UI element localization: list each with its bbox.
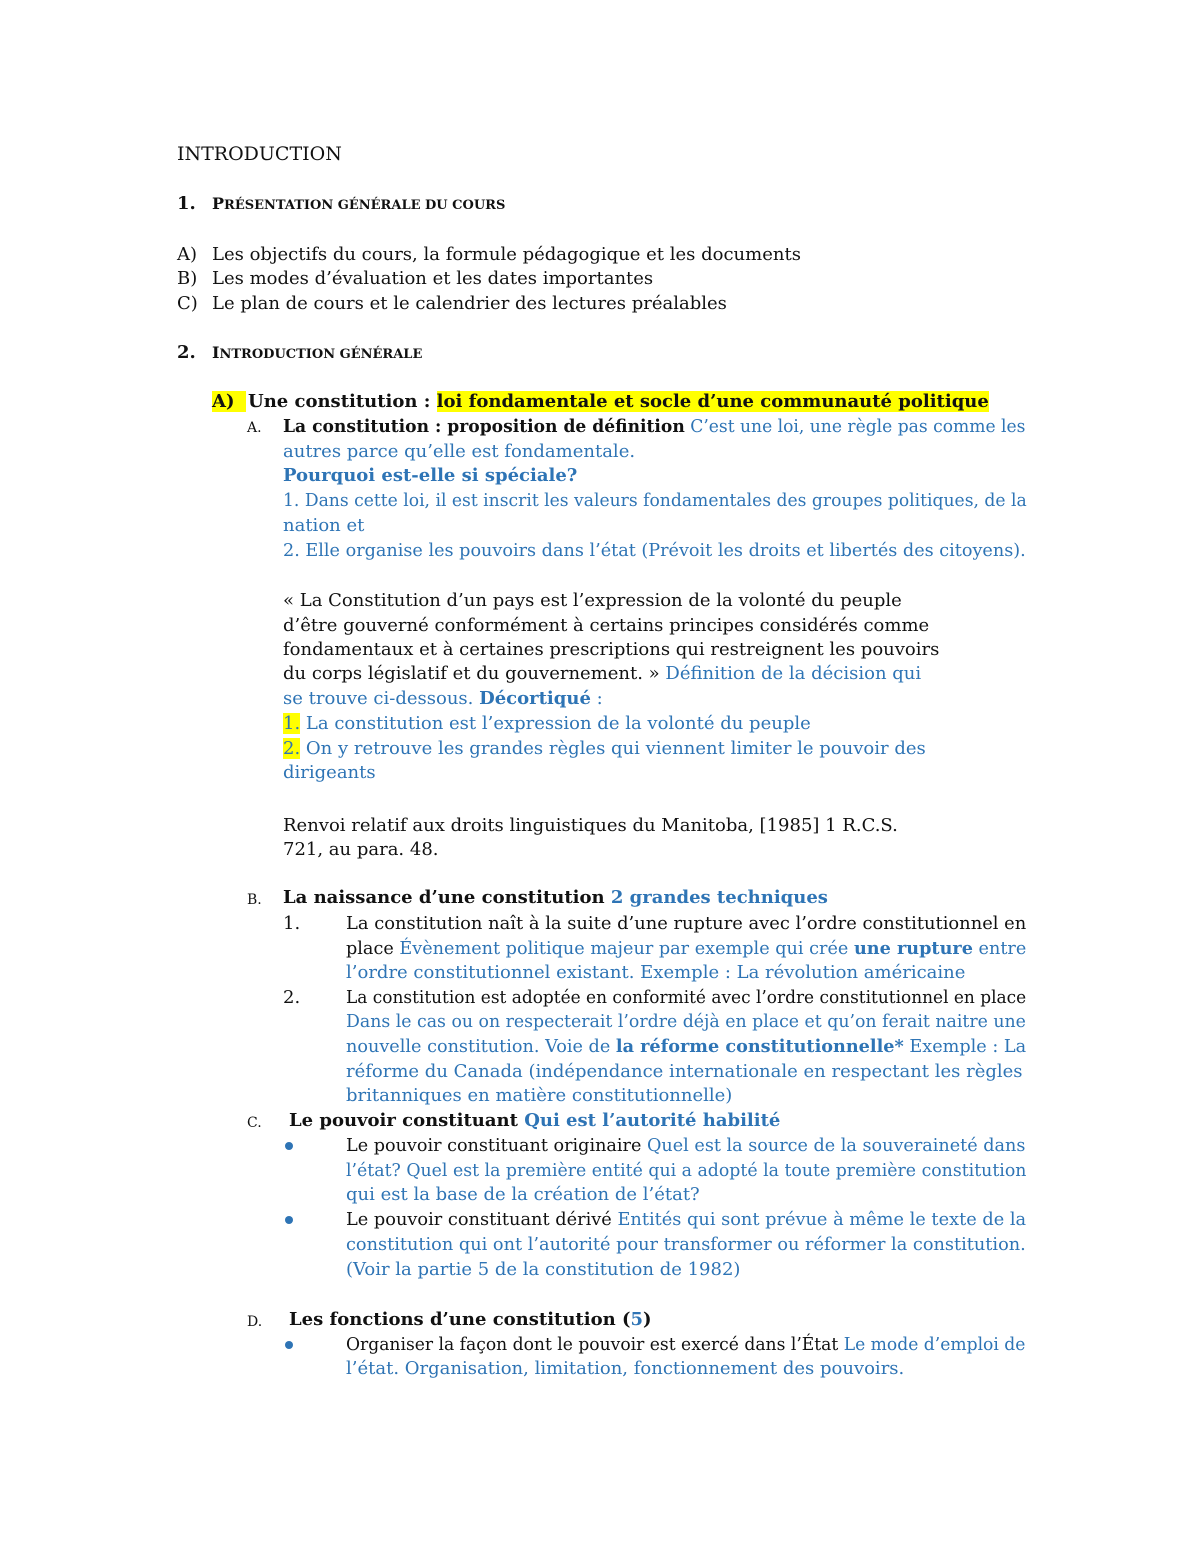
note-line: 1. Dans cette loi, il est inscrit les valeurs fondamentales des groupes politiques, de la (283, 490, 1027, 511)
bullet-icon (285, 1341, 293, 1349)
reference-line: 721, au para. 48. (283, 839, 439, 860)
list-item: A) (177, 244, 198, 265)
item-letter: D. (247, 1314, 263, 1330)
bullet-text: Le pouvoir constituant originaire Quel est la source de la souveraineté dans (346, 1135, 1026, 1156)
list-item-text: place Évènement politique majeur par exemple qui crée une rupture entre (346, 938, 1027, 959)
list-item-text: La constitution naît à la suite d’une rupture avec l’ordre constitutionnel en (346, 913, 1027, 934)
section-2-number: 2. (177, 342, 196, 363)
section-1-initial: P (212, 194, 225, 213)
bullet-text: (Voir la partie 5 de la constitution de 1982) (346, 1259, 741, 1280)
list-item-text: britanniques en matière constitutionnelle) (346, 1085, 733, 1106)
list-item-text: Dans le cas ou on respecterait l’ordre déjà en place et qu’on ferait naitre une (346, 1011, 1026, 1032)
note-line: nation et (283, 515, 365, 536)
list-item-text: Le plan de cours et le calendrier des lectures préalables (212, 293, 727, 314)
reference-line: Renvoi relatif aux droits linguistiques du Manitoba, [1985] 1 R.C.S. (283, 815, 898, 836)
item-letter: B. (247, 892, 262, 908)
bullet-text: l’état? Quel est la première entité qui a adopté la toute première constitution (346, 1160, 1027, 1181)
subsection-a-title: Une constitution : (248, 391, 437, 412)
bullet-text: qui est la base de la création de l’état? (346, 1184, 700, 1205)
list-item-text: Les modes d’évaluation et les dates importantes (212, 268, 654, 289)
bullet-text: Le pouvoir constituant dérivé Entités qui sont prévue à même le texte de la (346, 1209, 1027, 1230)
decomposed-point: 2. On y retrouve les grandes règles qui viennent limiter le pouvoir des (283, 738, 926, 759)
definition-line: La constitution : proposition de définition C’est une loi, une règle pas comme les (283, 416, 1026, 437)
subsection-heading: Le pouvoir constituant Qui est l’autorité habilité (289, 1110, 781, 1131)
item-letter: A. (247, 420, 262, 436)
subsection-heading: Les fonctions d’une constitution (5) (289, 1309, 652, 1330)
quote-line: « La Constitution d’un pays est l’expression de la volonté du peuple (283, 590, 902, 611)
list-item-text: Les objectifs du cours, la formule pédagogique et les documents (212, 244, 801, 265)
subsection-a-heading (212, 390, 989, 414)
list-item: C) (177, 293, 198, 314)
question-heading: Pourquoi est-elle si spéciale? (283, 465, 578, 486)
subsection-a-highlight: loi fondamentale et socle d’une communauté politique (436, 391, 989, 412)
list-item: B) (177, 268, 198, 289)
section-1-number: 1. (177, 193, 196, 214)
list-item-text: nouvelle constitution. Voie de la réforme constitutionnelle* Exemple : La (346, 1036, 1027, 1057)
quote-line: du corps législatif et du gouvernement. » Définition de la décision qui (283, 663, 922, 684)
list-item-text: La constitution est adoptée en conformité avec l’ordre constitutionnel en place (346, 987, 1027, 1008)
section-2-heading (177, 341, 423, 365)
section-1-title: RÉSENTATION GÉNÉRALE DU COURS (224, 198, 506, 213)
quote-line: d’être gouverné conformément à certains principes considérés comme (283, 615, 930, 636)
bullet-icon (285, 1142, 293, 1150)
quote-line: fondamentaux et à certaines prescriptions qui restreignent les pouvoirs (283, 639, 940, 660)
quote-line: se trouve ci-dessous. Décortiqué : (283, 688, 603, 709)
section-2-title: NTRODUCTION GÉNÉRALE (219, 347, 423, 362)
section-1-heading (177, 192, 506, 216)
list-number: 1. (283, 913, 301, 934)
list-item-text: l’ordre constitutionnel existant. Exemple : La révolution américaine (346, 962, 966, 983)
doc-title: INTRODUCTION (177, 143, 342, 165)
list-item-text: réforme du Canada (indépendance internationale en respectant les règles (346, 1061, 1023, 1082)
section-2-initial: I (212, 343, 220, 362)
decomposed-point: 1. La constitution est l’expression de la volonté du peuple (283, 713, 811, 734)
bullet-text: constitution qui ont l’autorité pour transformer ou réformer la constitution. (346, 1234, 1026, 1255)
item-letter: C. (247, 1115, 262, 1131)
bullet-icon (285, 1216, 293, 1224)
subsection-a-letter: A) (212, 391, 246, 412)
definition-note: autres parce qu’elle est fondamentale. (283, 441, 636, 462)
note-line: 2. Elle organise les pouvoirs dans l’état (Prévoit les droits et libertés des citoyens). (283, 540, 1026, 561)
bullet-text: Organiser la façon dont le pouvoir est exercé dans l’État Le mode d’emploi de (346, 1334, 1026, 1355)
bullet-text: l’état. Organisation, limitation, fonctionnement des pouvoirs. (346, 1358, 905, 1379)
list-number: 2. (283, 987, 301, 1008)
subsection-heading: La naissance d’une constitution 2 grandes techniques (283, 887, 828, 908)
decomposed-point: dirigeants (283, 762, 376, 783)
